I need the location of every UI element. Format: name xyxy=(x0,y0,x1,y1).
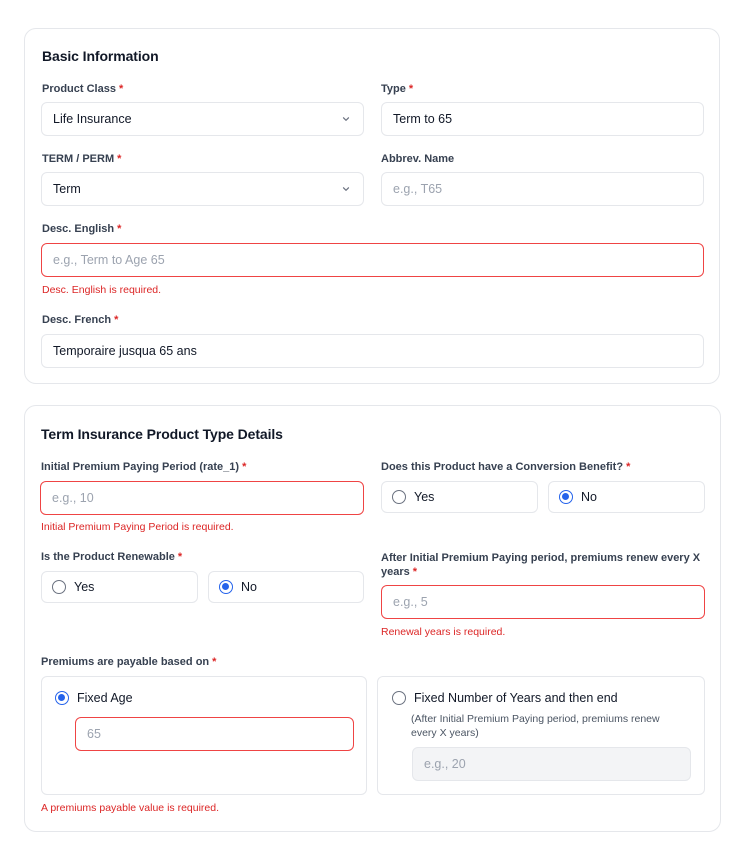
fixed-years-note: (After Initial Premium Paying period, premiums renew every X years) xyxy=(411,713,660,739)
required-mark: * xyxy=(114,314,119,326)
term-perm-label: TERM / PERM * xyxy=(42,153,122,165)
fixed-years-option-card[interactable] xyxy=(377,676,705,795)
required-mark: * xyxy=(212,656,217,668)
desc-french-input[interactable] xyxy=(41,334,704,368)
required-mark: * xyxy=(626,461,631,473)
payable-basis-label: Premiums are payable based on * xyxy=(41,656,217,668)
chevron-down-icon xyxy=(341,114,351,124)
renew-every-placeholder: e.g., 5 xyxy=(393,595,428,609)
fixed-years-option[interactable] xyxy=(392,691,618,705)
desc-english-placeholder: e.g., Term to Age 65 xyxy=(53,253,165,267)
desc-english-label: Desc. English * xyxy=(42,223,122,235)
fixed-years-input[interactable] xyxy=(412,747,691,781)
type-value: Term to 65 xyxy=(393,112,453,126)
radio-unchecked-icon xyxy=(52,580,66,594)
required-mark: * xyxy=(408,83,414,95)
fixed-age-option-card[interactable] xyxy=(41,676,367,795)
initial-period-placeholder: e.g., 10 xyxy=(52,491,94,505)
radio-unchecked-icon xyxy=(392,490,406,504)
renewable-yes-option[interactable] xyxy=(41,571,198,603)
desc-french-label: Desc. French * xyxy=(42,314,119,326)
chevron-down-icon xyxy=(341,184,351,194)
desc-english-error: Desc. English is required. xyxy=(42,284,162,296)
type-label: Type * xyxy=(381,83,414,95)
fixed-age-placeholder: 65 xyxy=(87,727,101,741)
basic-information-card xyxy=(24,28,720,384)
term-details-card xyxy=(24,405,721,832)
product-class-select[interactable] xyxy=(41,102,364,136)
product-class-value: Life Insurance xyxy=(53,112,132,126)
abbrev-name-placeholder: e.g., T65 xyxy=(393,182,443,196)
required-mark: * xyxy=(117,223,122,235)
radio-unchecked-icon xyxy=(392,691,406,705)
required-mark: * xyxy=(117,153,122,165)
fixed-age-option[interactable] xyxy=(55,691,133,705)
radio-checked-icon xyxy=(219,580,233,594)
type-input[interactable] xyxy=(381,102,704,136)
required-mark: * xyxy=(118,83,124,95)
radio-checked-icon xyxy=(559,490,573,504)
renewable-no-option[interactable] xyxy=(208,571,364,603)
conversion-yes-label: Yes xyxy=(414,490,435,504)
conversion-benefit-label: Does this Product have a Conversion Benefit? * xyxy=(381,461,631,473)
renew-every-label: After Initial Premium Paying period, premiums renew every X years * xyxy=(381,552,701,578)
term-perm-value: Term xyxy=(53,182,81,196)
section-title-basic: Basic Information xyxy=(42,48,159,64)
renewable-no-label: No xyxy=(241,580,257,594)
term-perm-select[interactable] xyxy=(41,172,364,206)
renew-every-error: Renewal years is required. xyxy=(381,626,506,638)
renew-every-input[interactable] xyxy=(381,585,705,619)
section-title-term: Term Insurance Product Type Details xyxy=(41,426,283,442)
product-class-label: Product Class * xyxy=(42,83,124,95)
initial-period-input[interactable] xyxy=(40,481,364,515)
fixed-age-label: Fixed Age xyxy=(77,691,133,705)
desc-english-input[interactable] xyxy=(41,243,704,277)
required-mark: * xyxy=(412,566,418,578)
initial-period-label: Initial Premium Paying Period (rate_1) * xyxy=(41,461,247,473)
conversion-no-option[interactable] xyxy=(548,481,705,513)
abbrev-name-label: Abbrev. Name xyxy=(381,153,455,165)
fixed-age-input[interactable] xyxy=(75,717,354,751)
required-mark: * xyxy=(242,461,247,473)
required-mark: * xyxy=(177,551,183,563)
renewable-label: Is the Product Renewable * xyxy=(41,551,183,563)
conversion-yes-option[interactable] xyxy=(381,481,538,513)
renewable-yes-label: Yes xyxy=(74,580,95,594)
fixed-years-label: Fixed Number of Years and then end xyxy=(414,691,618,705)
conversion-no-label: No xyxy=(581,490,597,504)
abbrev-name-input[interactable] xyxy=(381,172,704,206)
desc-french-value: Temporaire jusqua 65 ans xyxy=(53,344,197,358)
initial-period-error: Initial Premium Paying Period is required. xyxy=(41,521,234,533)
radio-checked-icon xyxy=(55,691,69,705)
fixed-years-placeholder: e.g., 20 xyxy=(424,757,466,771)
payable-basis-error: A premiums payable value is required. xyxy=(41,802,220,814)
